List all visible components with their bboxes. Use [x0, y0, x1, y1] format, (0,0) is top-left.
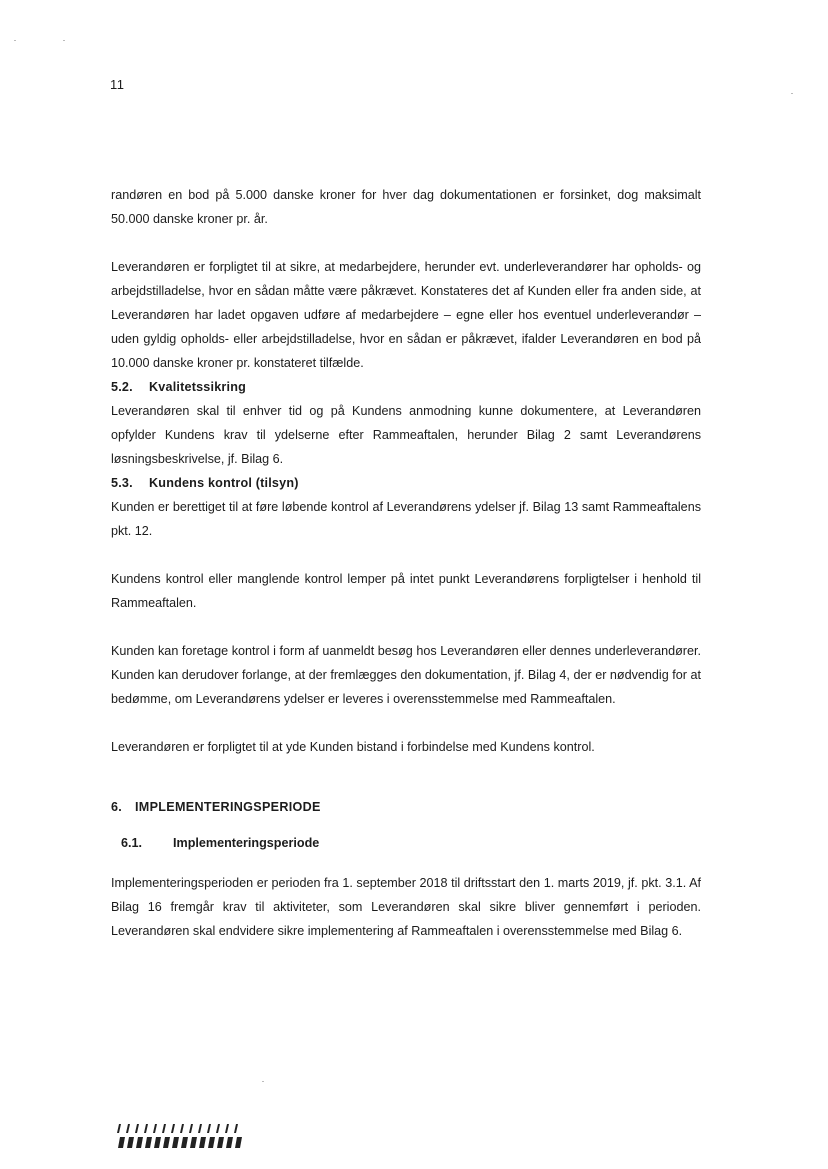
chapter-heading-6	[111, 795, 701, 819]
paragraph-work-permits: Leverandøren er forpligtet til at sikre, at medarbejdere, herunder evt. underleverandører har opholds- og arbejdstilladelse, hvor en sådan måtte være påkrævet. Konstateres det af Kunden eller fra anden side, at Leverandøren har ladet opgaven udføre af medarbejdere – egne eller hos eventuel underleverandør – uden gyldig opholds- eller arbejdstilladelse, hvor en sådan er påkrævet, ifalder Leverandøren en bod på 10.000 danske kroner pr. konstateret tilfælde.	[111, 260, 701, 370]
stamp-stroke	[198, 1124, 202, 1133]
stamp-stroke	[126, 1124, 130, 1133]
paragraph-control-right: Kunden er berettiget til at føre løbende kontrol af Leverandørens ydelser jf. Bilag 13 samt Rammeaftalens pkt. 12.	[111, 500, 701, 538]
stamp-stroke	[225, 1124, 229, 1133]
stamp-stroke	[234, 1124, 238, 1133]
stamp-stroke	[153, 1124, 157, 1133]
stamp-stroke	[207, 1124, 211, 1133]
stamp-stroke	[171, 1124, 175, 1133]
chapter-number: 6.	[111, 800, 123, 814]
paragraph-assistance: Leverandøren er forpligtet til at yde Kunden bistand i forbindelse med Kundens kontrol.	[111, 740, 595, 754]
section-heading-5-3	[111, 471, 701, 495]
stamp-stroke	[154, 1137, 161, 1148]
paragraph-control-obligations: Kundens kontrol eller manglende kontrol lemper på intet punkt Leverandørens forpligtelser i henhold til Rammeaftalen.	[111, 572, 701, 610]
subsection-heading-6-1	[111, 831, 701, 855]
stamp-stroke	[189, 1124, 193, 1133]
section-title: Kundens kontrol (tilsyn)	[149, 476, 299, 490]
section-title: Kvalitetssikring	[149, 380, 246, 394]
stamp-stroke	[226, 1137, 233, 1148]
document-stamp-icon	[115, 1124, 245, 1149]
page-number: 11	[110, 77, 125, 92]
stamp-stroke	[118, 1137, 125, 1148]
stamp-stroke	[136, 1137, 143, 1148]
stamp-stroke	[144, 1124, 148, 1133]
stamp-stroke	[117, 1124, 121, 1133]
stamp-stroke	[181, 1137, 188, 1148]
scan-speck	[262, 1081, 264, 1082]
section-number: 5.2.	[111, 380, 133, 394]
stamp-stroke	[180, 1124, 184, 1133]
chapter-title: IMPLEMENTERINGSPERIODE	[135, 800, 321, 814]
section-number: 5.3.	[111, 476, 133, 490]
stamp-stroke	[217, 1137, 224, 1148]
stamp-stroke	[172, 1137, 179, 1148]
stamp-stroke	[216, 1124, 220, 1133]
paragraph-quality-assurance: Leverandøren skal til enhver tid og på Kundens anmodning kunne dokumentere, at Leverandøren opfylder Kundens krav til ydelserne efter Rammeaftalen, herunder Bilag 2 samt Leverandørens løsningsbeskrivelse, jf. Bilag 6.	[111, 404, 701, 466]
stamp-stroke	[135, 1124, 139, 1133]
section-heading-5-2	[111, 375, 701, 399]
stamp-stroke	[162, 1124, 166, 1133]
stamp-stroke	[127, 1137, 134, 1148]
paragraph-implementation-period: Implementeringsperioden er perioden fra 1. september 2018 til driftsstart den 1. marts 2019, jf. pkt. 3.1. Af Bilag 16 fremgår krav til aktiviteter, som Leverandøren skal sikre bliver gennemført i perioden. Leverandøren skal endvidere sikre implementering af Rammeaftalen i overensstemmelse med Bilag 6.	[111, 876, 701, 938]
paragraph-unannounced-visit: Kunden kan foretage kontrol i form af uanmeldt besøg hos Leverandøren eller dennes underleverandører. Kunden kan derudover forlange, at der fremlægges den dokumentation, jf. Bilag 4, der er nødvendig for at bedømme, om Leverandørens ydelser er leveres i overensstemmelse med Rammeaftalen.	[111, 644, 701, 706]
stamp-stroke	[163, 1137, 170, 1148]
stamp-stroke	[145, 1137, 152, 1148]
subsection-number: 6.1.	[121, 836, 143, 850]
stamp-stroke	[208, 1137, 215, 1148]
stamp-stroke	[199, 1137, 206, 1148]
stamp-stroke	[235, 1137, 242, 1148]
subsection-title: Implementeringsperiode	[173, 836, 320, 850]
scan-speck	[63, 40, 65, 41]
document-body	[111, 183, 701, 943]
scan-speck	[14, 40, 16, 41]
stamp-stroke	[190, 1137, 197, 1148]
paragraph-penalty-documentation: randøren en bod på 5.000 danske kroner for hver dag dokumentationen er forsinket, dog maksimalt 50.000 danske kroner pr. år.	[111, 188, 701, 226]
scan-speck	[791, 93, 793, 94]
